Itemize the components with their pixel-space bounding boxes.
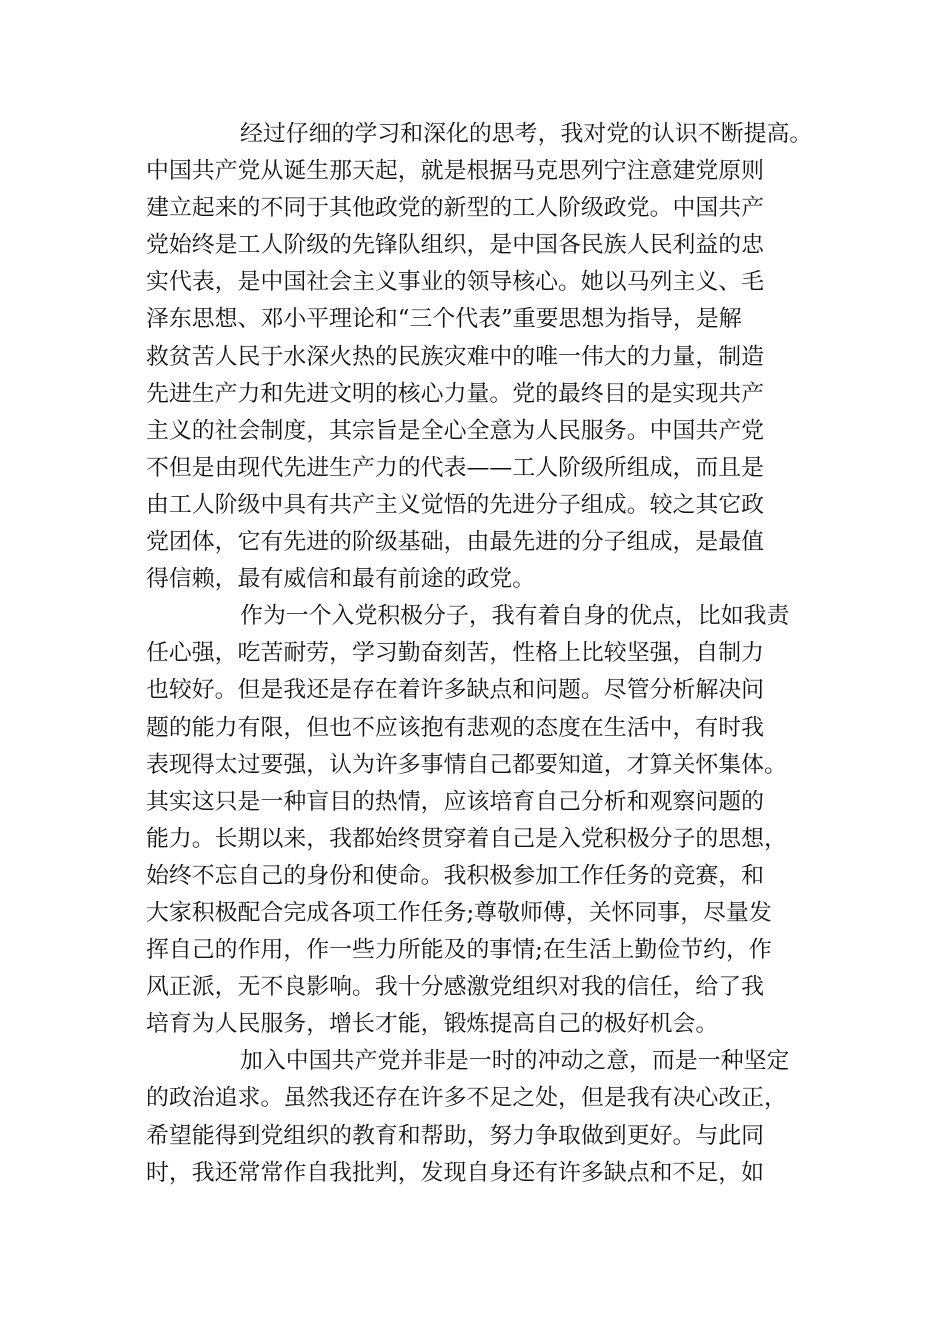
text-line: 党始终是工人阶级的先锋队组织，是中国各民族人民利益的忠 — [146, 232, 765, 259]
text-line: 党团体，它有先进的阶级基础，由最先进的分子组成，是最值 — [146, 529, 765, 556]
text-line: 希望能得到党组织的教育和帮助，努力争取做到更好。与此同 — [146, 1122, 765, 1149]
text-line: 也较好。但是我还是存在着许多缺点和问题。尽管分析解决问 — [146, 677, 765, 704]
text-line: 救贫苦人民于水深火热的民族灾难中的唯一伟大的力量，制造 — [146, 343, 765, 370]
text-line: 任心强，吃苦耐劳，学习勤奋刻苦，性格上比较坚强，自制力 — [146, 640, 765, 667]
text-line: 不但是由现代先进生产力的代表——工人阶级所组成，而且是 — [146, 454, 765, 481]
text-line: 泽东思想、邓小平理论和“三个代表”重要思想为指导，是解 — [146, 306, 742, 333]
text-line: 经过仔细的学习和深化的思考，我对党的认识不断提高。 — [240, 121, 813, 147]
text-line: 由工人阶级中具有共产主义觉悟的先进分子组成。较之其它政 — [146, 491, 765, 518]
paragraph-2 — [146, 598, 806, 1043]
text-line: 的政治追求。虽然我还存在许多不足之处，但是我有决心改正， — [146, 1085, 787, 1112]
text-line: 加入中国共产党并非是一时的冲动之意，而是一种坚定 — [240, 1048, 790, 1075]
text-line: 挥自己的作用，作一些力所能及的事情;在生活上勤俭节约，作 — [146, 937, 772, 964]
text-line: 风正派，无不良影响。我十分感激党组织对我的信任，给了我 — [146, 974, 765, 1001]
paragraph-1 — [146, 116, 813, 598]
text-line: 先进生产力和先进文明的核心力量。党的最终目的是实现共产 — [146, 380, 765, 407]
text-line: 题的能力有限，但也不应该抱有悲观的态度在生活中，有时我 — [146, 714, 765, 741]
text-line: 建立起来的不同于其他政党的新型的工人阶级政党。中国共产 — [146, 195, 765, 222]
text-line: 培育为人民服务，增长才能，锻炼提高自己的极好机会。 — [146, 1011, 719, 1038]
text-line: 始终不忘自己的身份和使命。我积极参加工作任务的竞赛，和 — [146, 862, 765, 889]
text-line: 其实这只是一种盲目的热情，应该培育自己分析和观察问题的 — [146, 788, 765, 815]
text-line: 中国共产党从诞生那天起，就是根据马克思列宁注意建党原则 — [146, 158, 765, 185]
paragraph-3 — [146, 1043, 806, 1191]
text-line: 能力。长期以来，我都始终贯穿着自己是入党积极分子的思想， — [146, 825, 787, 852]
text-line: 实代表，是中国社会主义事业的领导核心。她以马列主义、毛 — [146, 269, 765, 296]
document-body — [146, 116, 813, 1192]
text-line: 大家积极配合完成各项工作任务;尊敬师傅，关怀同事，尽量发 — [146, 899, 772, 926]
text-line: 得信赖，最有威信和最有前途的政党。 — [146, 566, 536, 593]
text-line: 作为一个入党积极分子，我有着自身的优点，比如我责 — [240, 603, 790, 630]
text-line: 表现得太过要强，认为许多事情自己都要知道，才算关怀集体。 — [146, 751, 787, 778]
text-line: 时，我还常常作自我批判，发现自身还有许多缺点和不足，如 — [146, 1159, 765, 1186]
text-line: 主义的社会制度，其宗旨是全心全意为人民服务。中国共产党 — [146, 417, 765, 444]
